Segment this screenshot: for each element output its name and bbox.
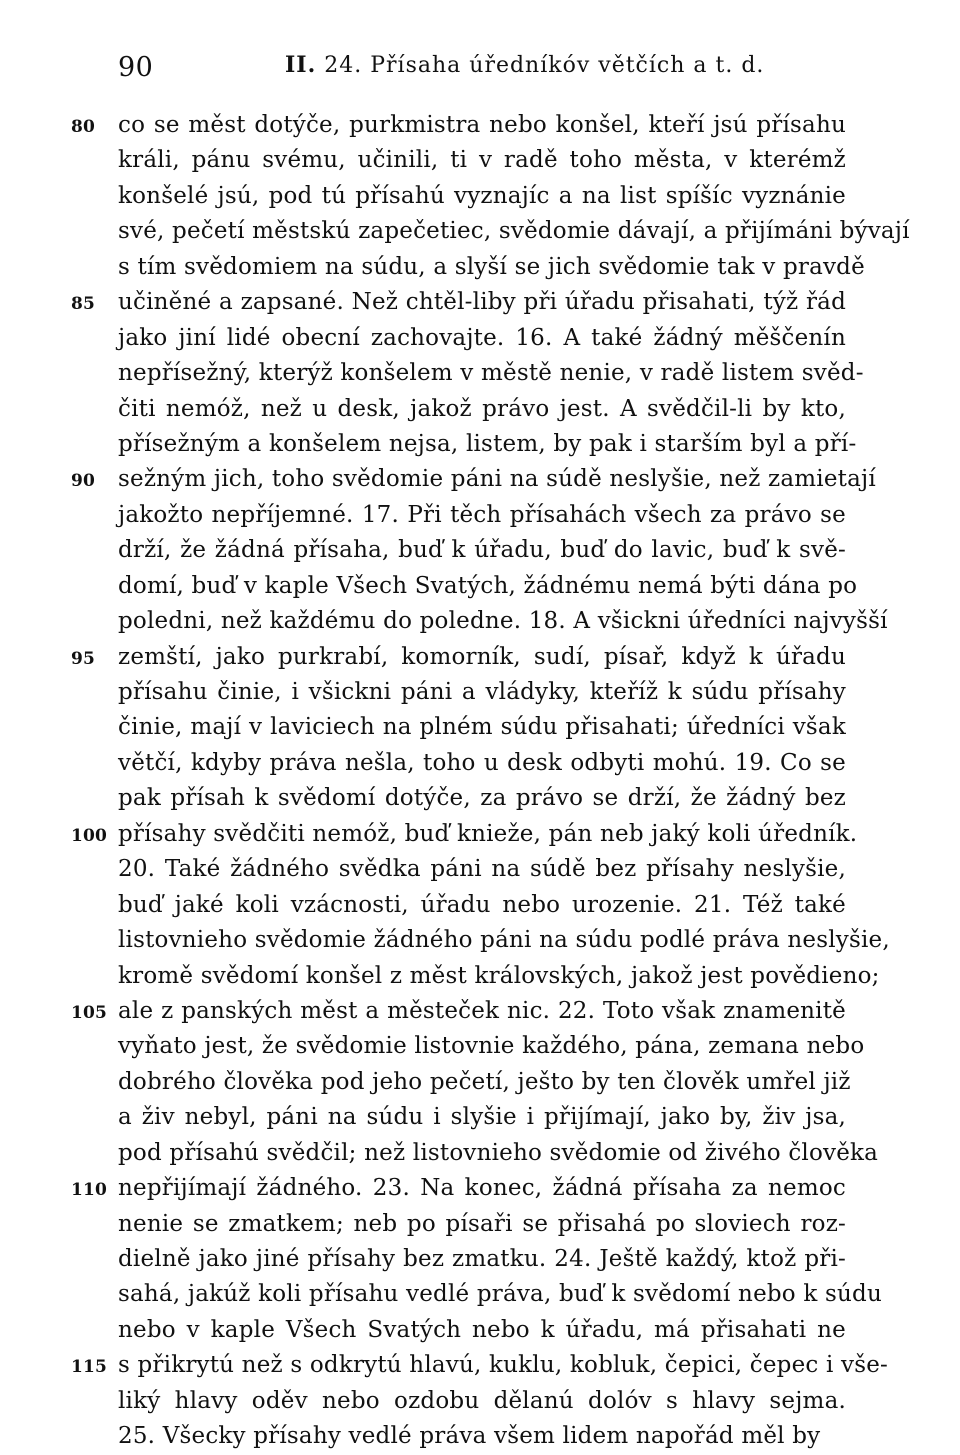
line-text: přísahy svědčiti nemóž, buď knieže, pán neb jaký koli úředník. <box>118 820 858 847</box>
text-line <box>118 392 846 427</box>
line-text: pak přísah k svědomí dotýče, za právo se drží, že žádný bez <box>118 785 846 812</box>
line-text: nepřísežný, kterýž konšelem v městě nenie, v radě listem svěd- <box>118 360 864 387</box>
line-text: nenie se zmatkem; neb po písaři se přisahá po sloviech roz- <box>118 1210 846 1237</box>
line-text: čiti nemóž, než u desk, jakož právo jest. A svědčil-li by kto, <box>118 395 846 422</box>
line-text: listovnieho svědomie žádného páni na súdu podlé práva neslyšie, <box>118 927 890 954</box>
line-text: 20. Také žádného svědka páni na súdě bez přísahy neslyšie, <box>118 856 846 883</box>
line-text: s tím svědomiem na súdu, a slyší se jich svědomie tak v pravdě <box>118 253 865 280</box>
line-text: co se měst dotýče, purkmistra nebo konšel, kteří jsú přísahu <box>118 112 846 138</box>
text-line <box>118 1384 846 1419</box>
line-number: 95 <box>71 648 96 669</box>
line-number: 110 <box>71 1180 108 1201</box>
text-line <box>118 214 910 249</box>
line-number: 90 <box>71 471 96 492</box>
line-number: 100 <box>71 825 108 846</box>
text-line <box>118 143 846 178</box>
text-line <box>118 1136 879 1171</box>
text-line <box>118 852 846 887</box>
line-text: větčí, kdyby práva nešla, toho u desk odbyti mohú. 19. Co se <box>118 749 846 776</box>
text-line <box>118 604 888 639</box>
line-text: zemští, jako purkrabí, komorník, sudí, písař, když k úřadu <box>118 643 846 670</box>
body-text <box>71 108 910 1455</box>
line-number: 115 <box>71 1357 108 1378</box>
line-text: s přikrytú než s odkrytú hlavú, kuklu, kobluk, čepici, čepec i vše- <box>118 1352 889 1379</box>
line-text: kromě svědomí konšel z měst královských, jakož jest povědieno; <box>118 962 880 989</box>
text-line <box>118 1065 851 1100</box>
line-text: ale z panských měst a městeček nic. 22. Toto však znamenitě <box>118 997 846 1024</box>
page-number: 90 <box>118 52 154 83</box>
text-line <box>118 1029 865 1064</box>
line-text: své, pečetí městskú zapečetiec, svědomie dávají, a přijímáni bývají <box>118 218 910 245</box>
text-line <box>118 1313 846 1348</box>
line-text: sežným jich, toho svědomie páni na súdě neslyšie, než zamietají <box>118 466 876 493</box>
line-text: liký hlavy oděv nebo ozdobu dělanú dolóv s hlavy sejma. <box>118 1387 846 1414</box>
line-text: přísežným a konšelem nejsa, listem, by pak i starším byl a pří- <box>118 430 857 457</box>
line-text: nepřijímají žádného. 23. Na konec, žádná přísaha za nemoc <box>118 1175 846 1202</box>
running-head-title: 24. Přísaha úředníkóv větčích a t. d. <box>324 53 765 78</box>
running-head <box>285 52 764 78</box>
line-number: 105 <box>71 1002 108 1023</box>
line-number: 85 <box>71 294 96 315</box>
line-text: a živ nebyl, páni na súdu i slyšie i přijímají, jako by, živ jsa, <box>118 1104 846 1131</box>
line-text: dielně jako jiné přísahy bez zmatku. 24. Ještě každý, ktož při- <box>118 1246 846 1272</box>
running-head-section: II. <box>285 52 317 78</box>
text-line <box>118 533 846 568</box>
line-text: činie, mají v laviciech na plném súdu přisahati; úředníci však <box>118 714 846 741</box>
line-number: 80 <box>71 117 96 137</box>
line-text: přísahu činie, i všickni páni a vládyky, kteříž k súdu přísahy <box>118 679 846 705</box>
text-line <box>118 1100 846 1135</box>
line-text: 25. Všecky přísahy vedlé práva všem lidem napořád měl by <box>118 1423 821 1450</box>
text-line <box>71 994 846 1029</box>
line-text: vyňato jest, že svědomie listovnie každého, pána, zemana nebo <box>118 1033 865 1060</box>
text-line <box>118 1207 846 1242</box>
text-line <box>118 959 880 994</box>
text-line <box>118 710 846 745</box>
text-line <box>71 640 846 675</box>
line-text: pod přísahú svědčil; než listovnieho svědomie od živého člověka <box>118 1139 879 1166</box>
text-line <box>71 1348 889 1383</box>
line-text: nebo v kaple Všech Svatých nebo k úřadu, má přisahati ne <box>118 1316 846 1343</box>
text-line <box>118 321 846 356</box>
text-line <box>118 1242 846 1277</box>
text-line <box>118 356 864 391</box>
text-line <box>118 427 857 462</box>
text-line <box>118 1419 846 1454</box>
text-line <box>118 569 858 604</box>
line-text: buď jaké koli vzácnosti, úřadu nebo urozenie. 21. Též také <box>118 891 846 918</box>
line-text: sahá, jakúž koli přísahu vedlé práva, buď k svědomí nebo k súdu <box>118 1281 882 1308</box>
line-text: dobrého člověka pod jeho pečetí, ješto by ten člověk umřel již <box>118 1068 851 1095</box>
line-text: poledni, než každému do poledne. 18. A všickni úředníci najvyšší <box>118 608 888 635</box>
line-text: králi, pánu svému, učinili, ti v radě toho města, v kterémž <box>118 147 846 174</box>
text-line <box>71 1171 846 1206</box>
text-line <box>118 781 846 816</box>
text-line <box>118 923 890 958</box>
line-text: domí, buď v kaple Všech Svatých, žádnému nemá býti dána po <box>118 572 858 599</box>
text-line <box>118 675 846 710</box>
text-line <box>118 1277 882 1312</box>
text-line <box>71 462 876 497</box>
text-line <box>118 498 846 533</box>
text-line <box>118 250 865 285</box>
line-text: konšelé jsú, pod tú přísahú vyznajíc a na list spíšíc vyznánie <box>118 182 846 209</box>
text-line <box>71 108 846 143</box>
text-line <box>118 888 846 923</box>
line-text: jako jiní lidé obecní zachovajte. 16. A také žádný měščenín <box>118 324 846 351</box>
line-text: drží, že žádná přísaha, buď k úřadu, buď do lavic, buď k svě- <box>118 537 846 564</box>
line-text: jakožto nepříjemné. 17. Při těch přísahách všech za právo se <box>118 501 846 528</box>
text-line <box>71 817 858 852</box>
text-line <box>118 746 846 781</box>
page-header <box>0 46 960 86</box>
text-line <box>118 179 846 214</box>
text-line <box>71 285 846 320</box>
line-text: učiněné a zapsané. Než chtěl-liby při úřadu přisahati, týž řád <box>118 289 846 316</box>
